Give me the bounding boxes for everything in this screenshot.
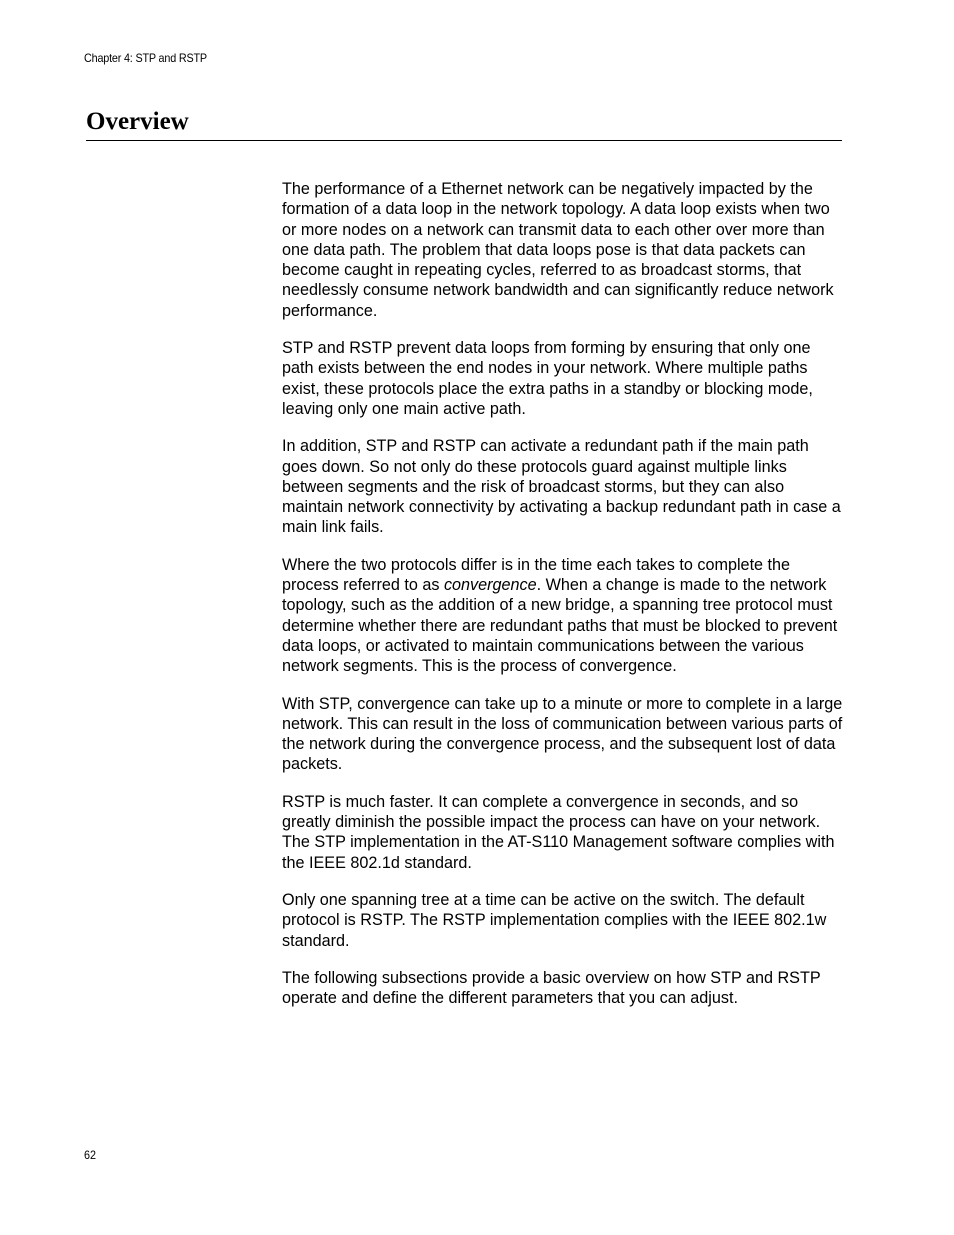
paragraph-subsections: The following subsections provide a basic overview on how STP and RSTP operate and define the different parameters that you can adjust. <box>282 968 821 1008</box>
convergence-term: convergence <box>443 576 537 595</box>
section-title: Overview <box>86 108 189 135</box>
paragraph-loop-prevention: STP and RSTP prevent data loops from forming by ensuring that only one path exists between the end nodes in your network. Where multiple paths exist, these protocols place the extra paths in a standby or blocking mode, leaving only one main active path. <box>282 339 813 418</box>
paragraph-single-tree: Only one spanning tree at a time can be active on the switch. The default protocol is RSTP. The RSTP implementation complies with the IEEE 802.1w standard. <box>282 890 827 950</box>
paragraph-rstp-faster: RSTP is much faster. It can complete a convergence in seconds, and so greatly diminish the possible impact the process can have on your network. The STP implementation in the AT-S110 Management software complies with the IEEE 802.1d standard. <box>282 792 835 872</box>
convergence-text-after: . When a change is made to the network topology, such as the addition of a new bridge, a spanning tree protocol must determine whether there are redundant paths that must be blocked to prevent data loops, or activated to maintain communications between the various network segments. This is the process of convergence. <box>282 576 838 676</box>
running-header: Chapter 4: STP and RSTP <box>84 51 207 65</box>
title-rule <box>86 140 842 141</box>
paragraph-redundant-path: In addition, STP and RSTP can activate a redundant path if the main path goes down. So not only do these protocols guard against multiple links between segments and the risk of broadcast storms, but they can also maintain network connectivity by activating a backup redundant path in case a main link fails. <box>282 437 841 537</box>
paragraph-stp-convergence: With STP, convergence can take up to a minute or more to complete in a large network. This can result in the loss of communication between various parts of the network during the convergence process, and the subsequent lost of data packets. <box>282 694 843 774</box>
paragraph-data-loops: The performance of a Ethernet network can be negatively impacted by the formation of a data loop in the network topology. A data loop exists when two or more nodes on a network can transmit data to each other over more than one data path. The problem that data loops pose is that data packets can become caught in repeating cycles, referred to as broadcast storms, that needlessly consume network bandwidth and can significantly reduce network performance. <box>282 180 834 320</box>
convergence-text-before: Where the two protocols differ is in the time each takes to complete the process referred to as <box>282 555 791 595</box>
page-number: 62 <box>84 1148 97 1162</box>
paragraph-convergence <box>282 555 846 677</box>
body-text <box>282 179 846 1025</box>
